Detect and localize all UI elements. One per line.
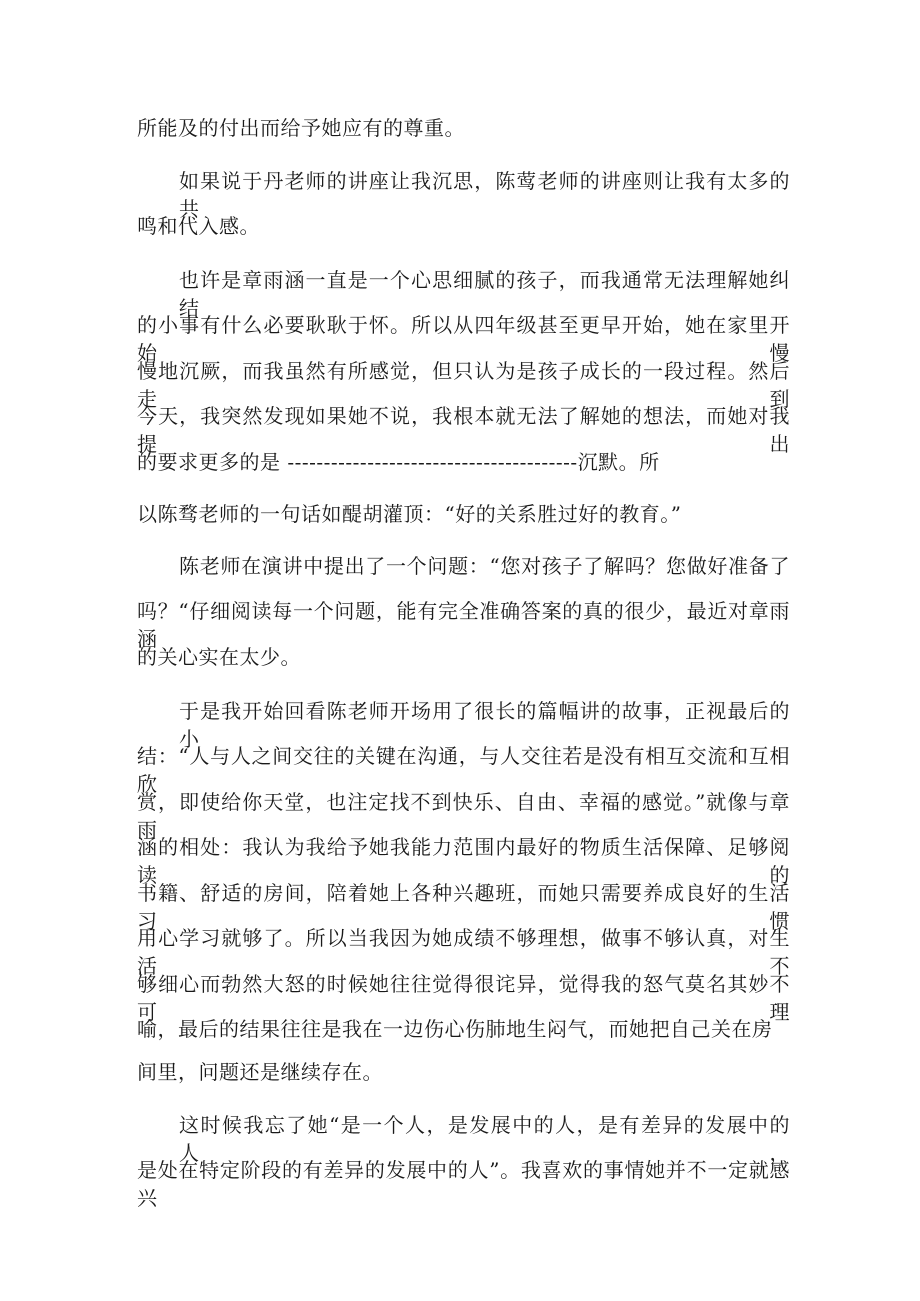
text-line: 是处在特定阶段的有差异的发展中的人”。我喜欢的事情她并不一定就感兴: [137, 1158, 790, 1210]
text-line: 鸣和代入感。: [137, 214, 260, 238]
paragraph-line: 陈老师在演讲中提出了一个问题：“您对孩子了解吗？您做好准备了: [179, 554, 790, 578]
paragraph-line: 于是我开始回看陈老师开场用了很长的篇幅讲的故事，正视最后的小: [179, 699, 790, 751]
text-line: 书籍、舒适的房间，陪着她上各种兴趣班，而她只需要养成良好的生活习惯: [137, 881, 790, 933]
text-line: 所能及的付出而给予她应有的尊重。: [137, 116, 465, 140]
text-line: 吗？“仔细阅读每一个问题，能有完全准确答案的真的很少，最近对章雨涵: [137, 599, 790, 651]
text-line: 的关心实在太少。: [137, 645, 301, 669]
text-line: 以陈骛老师的一句话如醍胡灌顶：“好的关系胜过好的教育。”: [137, 502, 682, 526]
text-line: 今天，我突然发现如果她不说，我根本就无法了解她的想法，而她对我提出: [137, 404, 790, 456]
text-line: 够细心而勃然大怒的时候她往往觉得很诧异，觉得我的怒气莫名其妙不可理: [137, 972, 790, 1024]
paragraph-line: 如果说于丹老师的讲座让我沉思，陈莺老师的讲座则让我有太多的共: [179, 169, 790, 221]
text-line: 结：“人与人之间交往的关键在沟通，与人交往若是没有相互交流和互相欣: [137, 744, 790, 796]
text-line: 涵的相处：我认为我给予她我能力范围内最好的物质生活保障、足够阅读的: [137, 835, 790, 887]
text-line: 慢地沉厥，而我虽然有所感觉，但只认为是孩子成长的一段过程。然后走到: [137, 359, 790, 411]
text-line: 的小事有什么必要耿耿于怀。所以从四年级甚至更早开始，她在家里开始慢: [137, 313, 790, 365]
text-line: 赏，即使给你天堂，也注定找不到快乐、自由、幸福的感觉。”就像与章雨: [137, 790, 790, 842]
paragraph-line: 这时候我忘了她“是一个人，是发展中的人，是有差异的发展中的人，: [179, 1113, 790, 1165]
text-line: 喻，最后的结果往往是我在一边伤心伤肺地生闷气，而她把自己关在房: [137, 1017, 773, 1041]
text-line: 间里，问题还是继续存在。: [137, 1060, 383, 1084]
text-line: 用心学习就够了。所以当我因为她成绩不够理想，做事不够认真，对生活不: [137, 926, 790, 978]
paragraph-line: 也许是章雨涵一直是一个心思细腻的孩子，而我通常无法理解她纠结: [179, 268, 790, 320]
text-line: 的要求更多的是 ----------------------------------------沉默。所: [137, 450, 660, 474]
